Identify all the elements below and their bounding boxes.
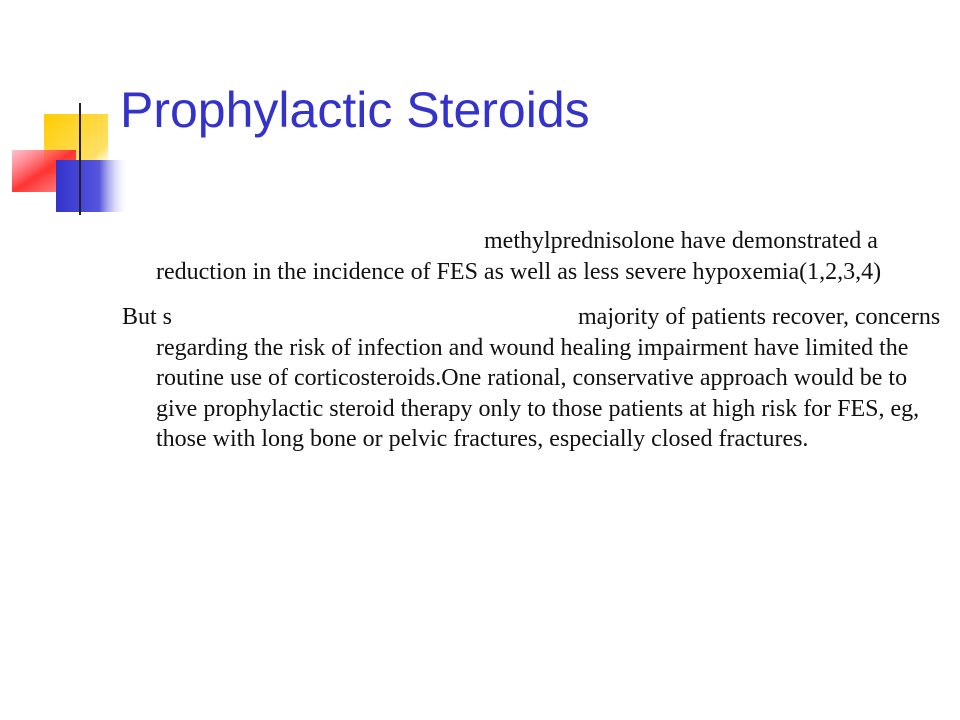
paragraph-2-start: But s	[122, 304, 173, 330]
paragraph-1	[122, 226, 952, 287]
paragraph-2-rest: majority of patients recover, concerns regarding the risk of infection and wound healing impairment have limited the routine use of corticosteroids.One rational, conservative approach would be to give prophylactic steroid therapy only to those patients at high risk for FES, eg, those with long bone or pelvic fractures, especially closed fractures.	[156, 304, 941, 452]
yellow-square	[44, 114, 108, 174]
paragraph-1-rest: methylprednisolone have demonstrated a reduction in the incidence of FES as well as less severe hypoxemia(1,2,3,4)	[156, 228, 882, 285]
blue-square	[56, 160, 128, 212]
slide-body	[122, 226, 952, 470]
paragraph-2	[122, 302, 952, 455]
slide-title: Prophylactic Steroids	[120, 82, 590, 138]
red-square	[12, 150, 76, 192]
